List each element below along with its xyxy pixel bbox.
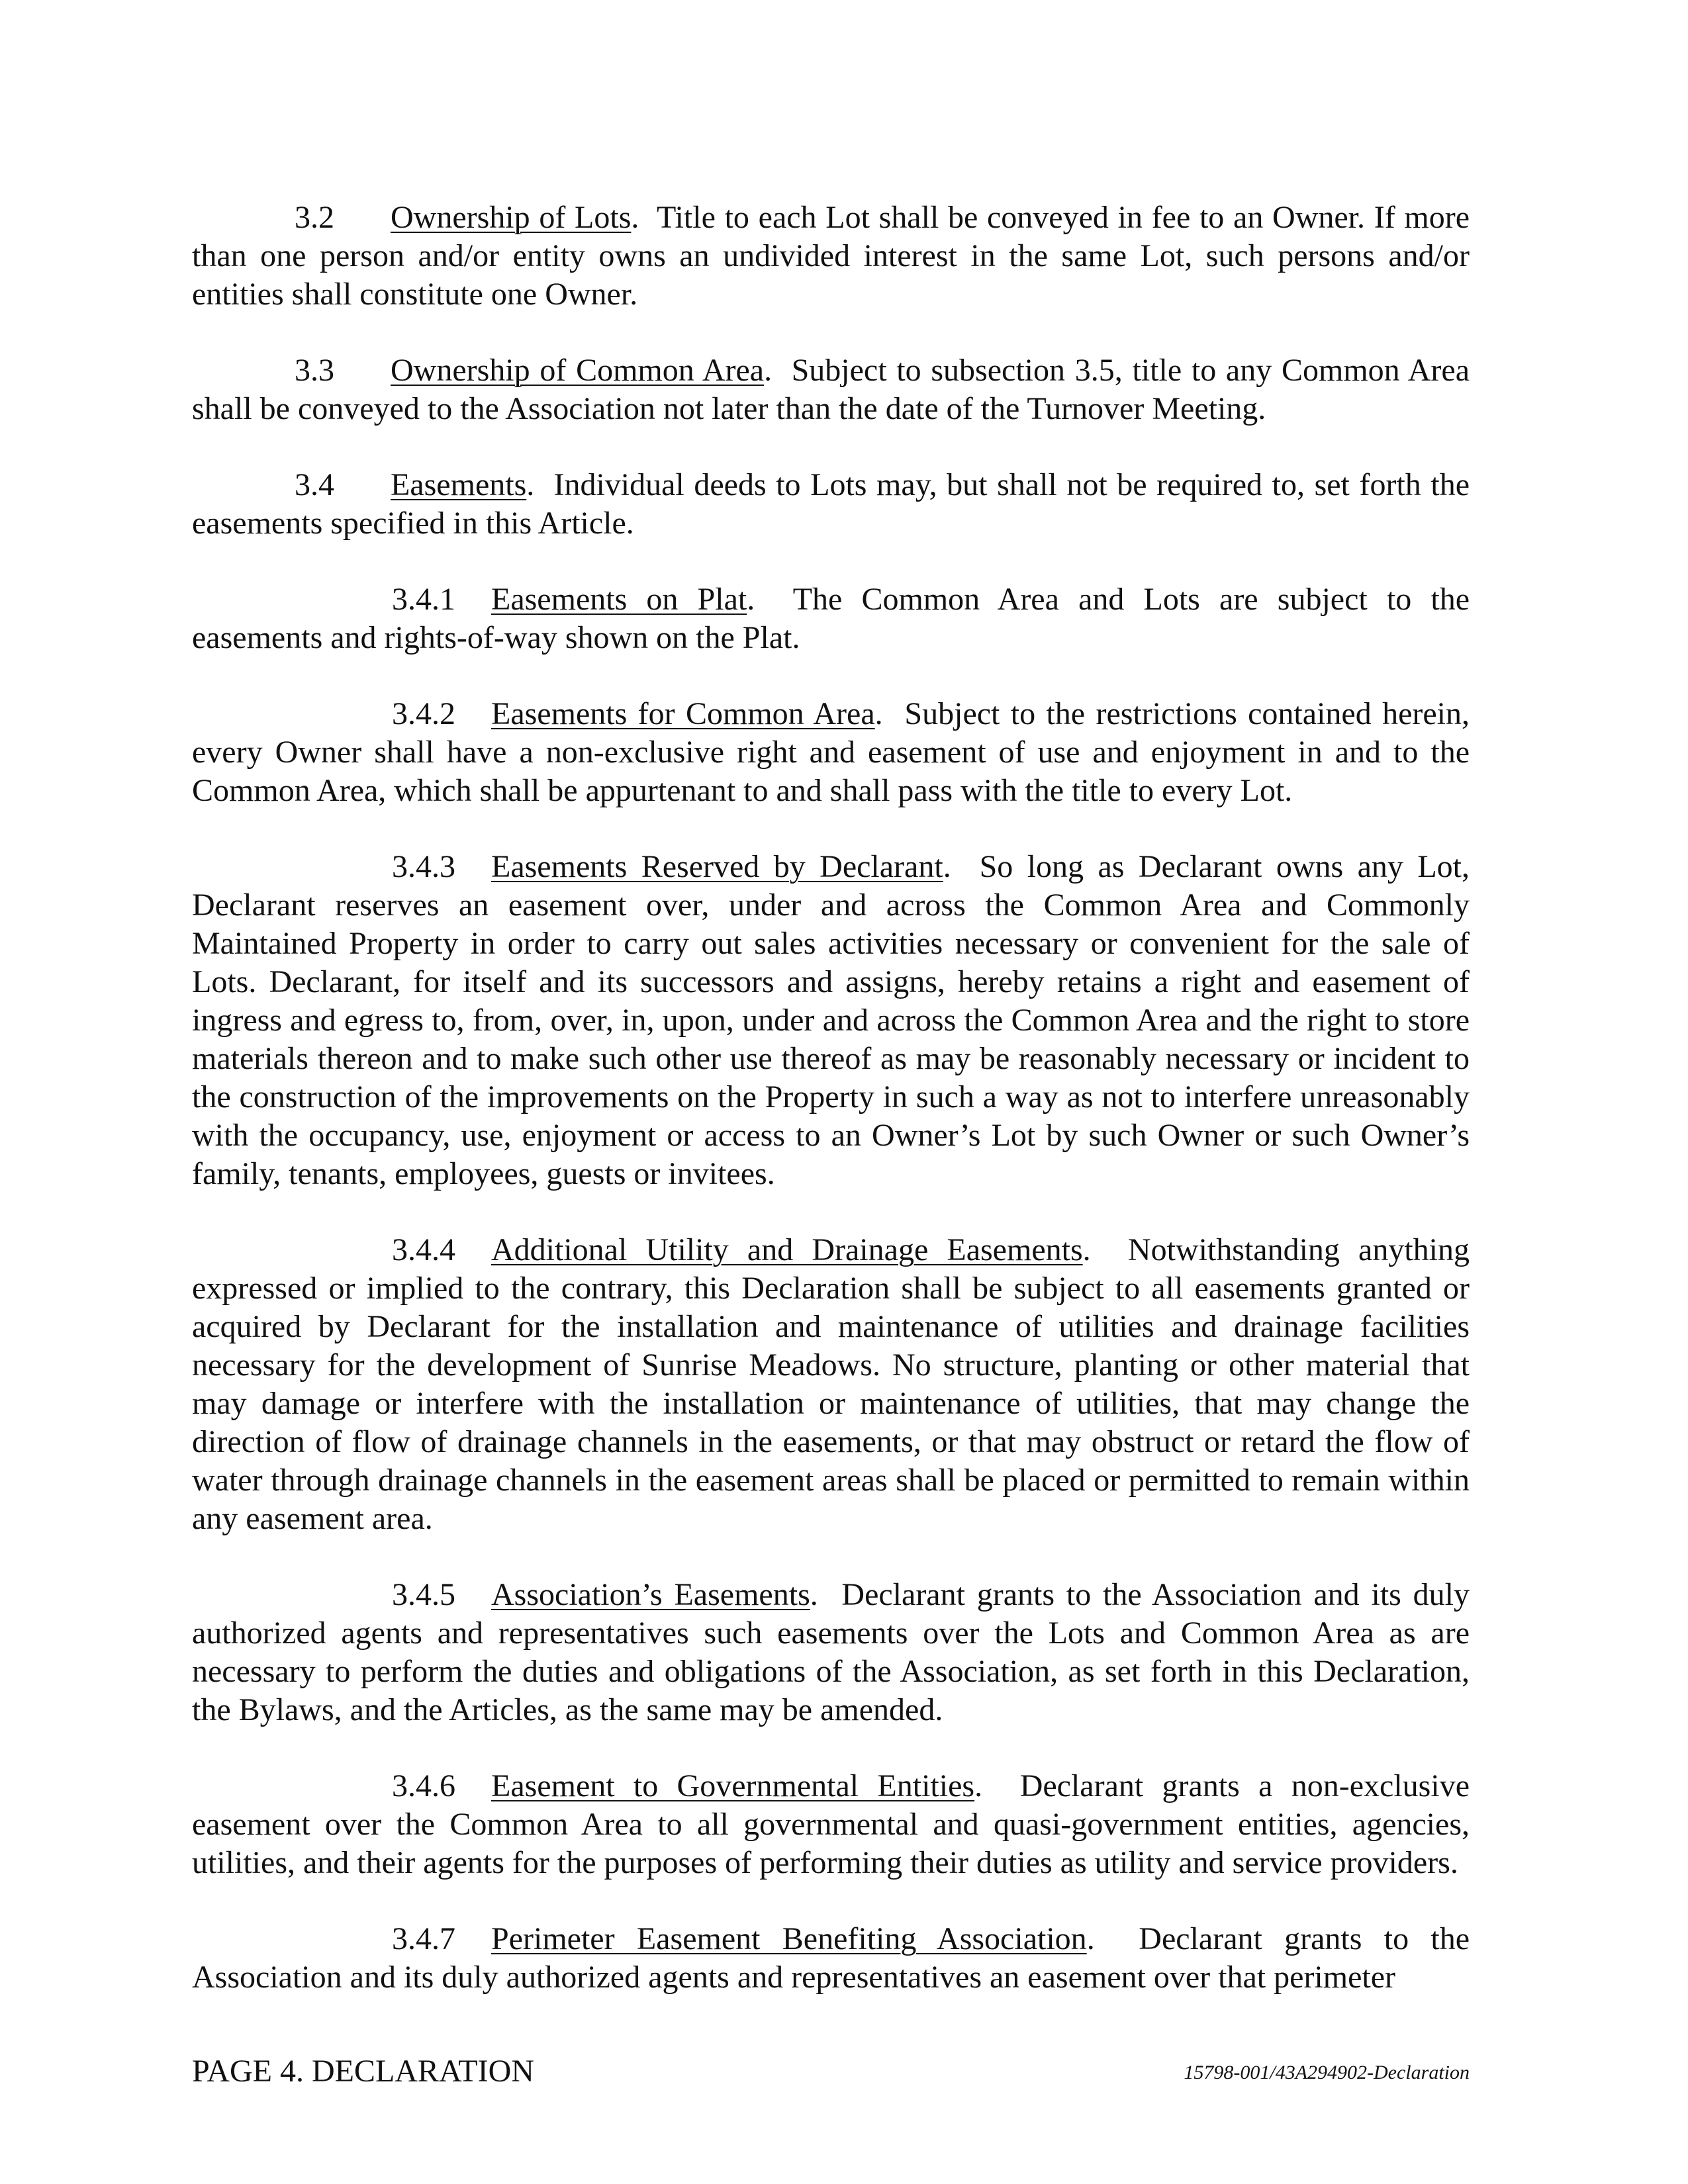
page-number-label: PAGE 4. DECLARATION (192, 2054, 534, 2089)
section-3-4-1: 3.4.1 Easements on Plat. The Common Area and Lots are subject to the easements and rights-of-way shown on the Plat. (192, 582, 1470, 655)
section-title: Easements Reserved by Declarant (491, 849, 943, 884)
section-text: So long as Declarant owns any Lot, Declarant reserves an easement over, under and across the Common Area and Commonly Maintained Property in order to carry out sales activities necessary or convenient for the sale of Lots. Declarant, for itself and its successors and assigns, hereby retains a right and easement of ingress and egress to, from, over, in, upon, under and across the Common Area and the right to store materials thereon and to make such other use thereof as may be reasonably necessary or incident to the construction of the improvements on the Property in such a way as not to interfere unreasonably with the occupancy, use, enjoyment or access to an Owner’s Lot by such Owner or such Owner’s family, tenants, employees, guests or invitees. (192, 849, 1470, 1191)
section-title: Perimeter Easement Benefiting Association (491, 1921, 1087, 1956)
section-3-4-4: 3.4.4 Additional Utility and Drainage Easements. Notwithstanding anything expressed or implied to the contrary, this Declaration shall be subject to all easements granted or acquired by Declarant for the installation and maintenance of utilities and drainage facilities necessary for the development of Sunrise Meadows. No structure, planting or other material that may damage or interfere with the installation or maintenance of utilities, that may change the direction of flow of drainage channels in the easements, or that may obstruct or retard the flow of water through drainage channels in the easement areas shall be placed or permitted to remain within any easement area. (192, 1232, 1470, 1536)
section-3-4-7: 3.4.7 Perimeter Easement Benefiting Association. Declarant grants to the Association and its duly authorized agents and representatives an easement over that perimeter (192, 1921, 1470, 1995)
section-text: Notwithstanding anything expressed or implied to the contrary, this Declaration shall be subject to all easements granted or acquired by Declarant for the installation and maintenance of utilities and drainage facilities necessary for the development of Sunrise Meadows. No structure, planting or other material that may damage or interfere with the installation or maintenance of utilities, that may change the direction of flow of drainage channels in the easements, or that may obstruct or retard the flow of water through drainage channels in the easement areas shall be placed or permitted to remain within any easement area. (192, 1232, 1470, 1536)
section-text: The Common Area and Lots are subject to the easements and rights-of-way shown on the Plat. (192, 582, 1470, 655)
section-3-4-6: 3.4.6 Easement to Governmental Entities. Declarant grants a non-exclusive easement over the Common Area to all governmental and quasi-government entities, agencies, utilities, and their agents for the purposes of performing their duties as utility and service providers. (192, 1768, 1470, 1880)
section-number: 3.4.7 (392, 1921, 455, 1956)
section-text: Subject to the restrictions contained herein, every Owner shall have a non-exclusive right and easement of use and enjoyment in and to the Common Area, which shall be appurtenant to and shall pass with the title to every Lot. (192, 696, 1470, 808)
section-number: 3.2 (295, 200, 334, 235)
document-body (192, 199, 1470, 1997)
section-title: Easements for Common Area (491, 696, 875, 731)
document-id: 15798-001/43A294902-Declaration (1184, 2062, 1470, 2083)
page-footer (192, 2052, 1470, 2091)
section-title: Additional Utility and Drainage Easements (491, 1232, 1083, 1267)
section-3-3: 3.3 Ownership of Common Area. Subject to subsection 3.5, title to any Common Area shall be conveyed to the Association not later than the date of the Turnover Meeting. (192, 353, 1470, 426)
section-title: Easements (391, 467, 527, 502)
section-number: 3.4.3 (392, 849, 455, 884)
section-text: Title to each Lot shall be conveyed in fee to an Owner. If more than one person and/or entity owns an undivided interest in the same Lot, such persons and/or entities shall constitute one Owner. (192, 200, 1470, 312)
section-title: Ownership of Lots (391, 200, 632, 235)
section-3-4-5: 3.4.5 Association’s Easements. Declarant grants to the Association and its duly authorized agents and representatives such easements over the Lots and Common Area as are necessary to perform the duties and obligations of the Association, as set forth in this Declaration, the Bylaws, and the Articles, as the same may be amended. (192, 1577, 1470, 1727)
section-title: Easements on Plat (491, 582, 747, 617)
section-text: Subject to subsection 3.5, title to any Common Area shall be conveyed to the Association not later than the date of the Turnover Meeting. (192, 353, 1470, 426)
section-number: 3.4.2 (392, 696, 455, 731)
section-number: 3.4.5 (392, 1577, 455, 1612)
section-3-4-3: 3.4.3 Easements Reserved by Declarant. So long as Declarant owns any Lot, Declarant reserves an easement over, under and across the Common Area and Commonly Maintained Property in order to carry out sales activities necessary or convenient for the sale of Lots. Declarant, for itself and its successors and assigns, hereby retains a right and easement of ingress and egress to, from, over, in, upon, under and across the Common Area and the right to store materials thereon and to make such other use thereof as may be reasonably necessary or incident to the construction of the improvements on the Property in such a way as not to interfere unreasonably with the occupancy, use, enjoyment or access to an Owner’s Lot by such Owner or such Owner’s family, tenants, employees, guests or invitees. (192, 849, 1470, 1191)
section-number: 3.4.6 (392, 1768, 455, 1803)
section-text: Declarant grants to the Association and its duly authorized agents and representatives an easement over that perimeter (192, 1921, 1470, 1995)
section-3-4: 3.4 Easements. Individual deeds to Lots may, but shall not be required to, set forth the easements specified in this Article. (192, 467, 1470, 541)
section-number: 3.4 (295, 467, 334, 502)
section-3-2: 3.2 Ownership of Lots. Title to each Lot shall be conveyed in fee to an Owner. If more than one person and/or entity owns an undivided interest in the same Lot, such persons and/or entities shall constitute one Owner. (192, 200, 1470, 312)
section-number: 3.3 (295, 353, 334, 388)
section-number: 3.4.4 (392, 1232, 455, 1267)
section-3-4-2: 3.4.2 Easements for Common Area. Subject to the restrictions contained herein, every Owner shall have a non-exclusive right and easement of use and enjoyment in and to the Common Area, which shall be appurtenant to and shall pass with the title to every Lot. (192, 696, 1470, 808)
section-title: Easement to Governmental Entities (491, 1768, 975, 1803)
section-number: 3.4.1 (392, 582, 455, 617)
section-text: Individual deeds to Lots may, but shall not be required to, set forth the easements specified in this Article. (192, 467, 1470, 541)
section-text: Declarant grants to the Association and its duly authorized agents and representatives such easements over the Lots and Common Area as are necessary to perform the duties and obligations of the Association, as set forth in this Declaration, the Bylaws, and the Articles, as the same may be amended. (192, 1577, 1470, 1727)
section-title: Ownership of Common Area (391, 353, 765, 388)
section-text: Declarant grants a non-exclusive easement over the Common Area to all governmental and quasi-government entities, agencies, utilities, and their agents for the purposes of performing their duties as utility and service providers. (192, 1768, 1470, 1880)
section-title: Association’s Easements (491, 1577, 810, 1612)
